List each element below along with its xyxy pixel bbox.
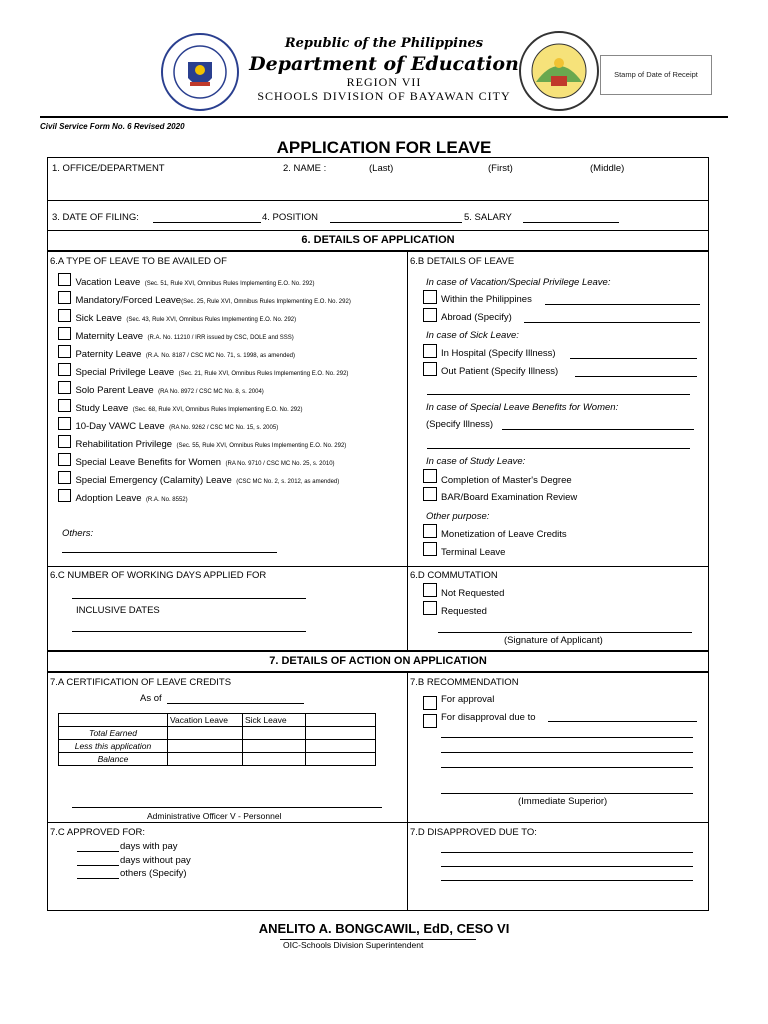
position-field[interactable]	[330, 222, 462, 223]
leave-type-item[interactable]	[58, 434, 346, 452]
leave-type-item[interactable]	[58, 416, 278, 434]
days-with-pay-label: days with pay	[120, 841, 178, 852]
disapproved-reason-field[interactable]	[441, 852, 693, 853]
leave-type-item[interactable]	[58, 326, 294, 344]
applicant-signature-label: (Signature of Applicant)	[504, 635, 603, 646]
section6a-title: 6.A TYPE OF LEAVE TO BE AVAILED OF	[50, 256, 227, 267]
admin-officer-signature-field[interactable]	[72, 807, 382, 808]
leave-type-label: Adoption Leave	[75, 493, 142, 504]
vacation-heading: In case of Vacation/Special Privilege Leave:	[426, 277, 611, 288]
admin-officer-label: Administrative Officer V - Personnel	[147, 811, 282, 821]
checkbox[interactable]	[58, 453, 71, 466]
date-of-filing-label: 3. DATE OF FILING:	[52, 212, 139, 223]
monetization-label: Monetization of Leave Credits	[441, 529, 567, 540]
leave-type-item[interactable]	[58, 488, 188, 506]
leave-type-ref: (R.A. No. 8187 / CSC MC No. 71, s. 1998, as amended)	[145, 353, 295, 359]
leave-type-ref: (R.A. No. 11210 / IRR issued by CSC, DOLE and SSS)	[147, 335, 294, 341]
leave-type-label: Solo Parent Leave	[75, 385, 154, 396]
salary-field[interactable]	[523, 222, 619, 223]
inclusive-dates-label: INCLUSIVE DATES	[76, 605, 160, 616]
as-of-field[interactable]	[167, 703, 304, 704]
leave-type-item[interactable]	[58, 362, 348, 380]
in-hospital-field[interactable]	[570, 358, 697, 359]
table-row	[59, 753, 376, 766]
checkbox[interactable]	[58, 381, 71, 394]
days-with-pay-field[interactable]	[77, 851, 119, 852]
form-title: APPLICATION FOR LEAVE	[276, 138, 492, 157]
applicant-signature-field[interactable]	[438, 632, 692, 633]
row-divider	[47, 200, 709, 201]
signatory-name: ANELITO A. BONGCAWIL, EdD, CESO VI	[258, 921, 510, 936]
row-divider	[47, 650, 709, 652]
out-patient-field[interactable]	[575, 376, 697, 377]
bar-checkbox[interactable]	[423, 487, 437, 501]
table-header-cell: Vacation Leave	[168, 714, 243, 727]
days-without-pay-label: days without pay	[120, 855, 191, 866]
disapproval-reason-field-4[interactable]	[441, 767, 693, 768]
table-row	[59, 714, 376, 727]
as-of-label: As of	[140, 693, 162, 704]
table-row	[59, 727, 376, 740]
leave-type-item[interactable]	[58, 308, 296, 326]
for-disapproval-checkbox[interactable]	[423, 714, 437, 728]
specify-illness-field[interactable]	[502, 429, 694, 430]
for-approval-checkbox[interactable]	[423, 696, 437, 710]
masters-label: Completion of Master's Degree	[441, 475, 572, 486]
form-frame	[47, 157, 709, 911]
table-cell[interactable]	[306, 727, 376, 740]
leave-type-item[interactable]	[58, 272, 314, 290]
table-row-label: Total Earned	[59, 727, 168, 740]
leave-type-ref: (RA No. 8972 / CSC MC No. 8, s. 2004)	[158, 389, 264, 395]
specify-illness-field-2[interactable]	[427, 448, 690, 449]
table-cell[interactable]	[168, 740, 243, 753]
leave-type-label: Rehabilitation Privilege	[75, 439, 173, 450]
bar-label: BAR/Board Examination Review	[441, 492, 578, 503]
section6-title: 6. DETAILS OF APPLICATION	[301, 234, 455, 246]
table-cell[interactable]	[243, 740, 306, 753]
table-header-cell: Sick Leave	[243, 714, 306, 727]
table-row-label: Balance	[59, 753, 168, 766]
leave-type-label: Sick Leave	[75, 313, 122, 324]
leave-type-ref: (Sec. 21, Rule XVI, Omnibus Rules Implementing E.O. No. 292)	[178, 371, 349, 377]
signatory-title: OIC-Schools Division Superintendent	[283, 940, 424, 950]
section7-title: 7. DETAILS OF ACTION ON APPLICATION	[269, 655, 487, 667]
leave-type-label: Paternity Leave	[75, 349, 142, 360]
in-hospital-label: In Hospital (Specify Illness)	[441, 348, 556, 359]
study-heading: In case of Study Leave:	[426, 456, 526, 467]
leave-type-label: Maternity Leave	[75, 331, 144, 342]
women-heading: In case of Special Leave Benefits for Women:	[426, 402, 619, 413]
first-name-label: (First)	[488, 163, 513, 174]
out-patient-checkbox[interactable]	[423, 362, 437, 376]
out-patient-label: Out Patient (Specify Illness)	[441, 366, 559, 377]
leave-type-ref: (Sec. 68, Rule XVI, Omnibus Rules Implementing E.O. No. 292)	[132, 407, 303, 413]
within-philippines-checkbox[interactable]	[423, 290, 437, 304]
section6d-title: 6.D COMMUTATION	[410, 570, 498, 581]
leave-type-item[interactable]	[58, 290, 351, 308]
salary-label: 5. SALARY	[464, 212, 512, 223]
leave-type-label: Special Privilege Leave	[75, 367, 175, 378]
terminal-label: Terminal Leave	[441, 547, 506, 558]
row-divider	[47, 671, 709, 673]
region-heading: REGION VII	[346, 75, 422, 89]
abroad-checkbox[interactable]	[423, 308, 437, 322]
leave-type-ref: (R.A. No. 8552)	[145, 497, 188, 503]
masters-checkbox[interactable]	[423, 469, 437, 483]
checkbox[interactable]	[58, 471, 71, 484]
requested-label: Requested	[441, 606, 487, 617]
abroad-field[interactable]	[524, 322, 700, 323]
republic-heading: Republic of the Philippines	[284, 36, 484, 51]
specify-illness-label: (Specify Illness)	[426, 419, 494, 430]
leave-type-ref: (Sec. 43, Rule XVI, Omnibus Rules Implementing E.O. No. 292)	[126, 317, 297, 323]
position-label: 4. POSITION	[262, 212, 318, 223]
form-number: Civil Service Form No. 6 Revised 2020	[40, 122, 185, 131]
leave-credits-table	[58, 713, 376, 766]
section7d-title: 7.D DISAPPROVED DUE TO:	[410, 827, 537, 838]
table-row-label: Less this application	[59, 740, 168, 753]
right-seal	[518, 30, 600, 112]
leave-type-ref: (Sec. 51, Rule XVI, Omnibus Rules Implementing E.O. No. 292)	[144, 281, 315, 287]
checkbox[interactable]	[58, 291, 71, 304]
middle-name-label: (Middle)	[590, 163, 625, 174]
other-purpose-heading: Other purpose:	[426, 511, 490, 522]
column-divider	[407, 252, 408, 650]
others-specify-field[interactable]	[77, 878, 119, 879]
checkbox[interactable]	[58, 435, 71, 448]
others-label: Others:	[62, 528, 94, 539]
row-divider	[47, 230, 709, 231]
table-header-cell	[306, 714, 376, 727]
immediate-superior-label: (Immediate Superior)	[518, 796, 608, 807]
leave-type-item[interactable]	[58, 452, 335, 470]
within-philippines-label: Within the Philippines	[441, 294, 532, 305]
leave-type-item[interactable]	[58, 344, 295, 362]
table-cell[interactable]	[306, 753, 376, 766]
not-requested-label: Not Requested	[441, 588, 505, 599]
column-divider	[407, 673, 408, 911]
row-divider	[47, 250, 709, 252]
others-field[interactable]	[62, 552, 277, 553]
checkbox[interactable]	[58, 273, 71, 286]
out-patient-field-2[interactable]	[427, 394, 690, 395]
leave-type-label: Study Leave	[75, 403, 129, 414]
leave-type-ref: (RA No. 9710 / CSC MC No. 25, s. 2010)	[225, 461, 335, 467]
section6b-title: 6.B DETAILS OF LEAVE	[410, 256, 515, 267]
department-heading: Department of Education	[249, 53, 519, 75]
leave-type-ref: (Sec. 55, Rule XVI, Omnibus Rules Implementing E.O. No. 292)	[176, 443, 347, 449]
table-cell[interactable]	[243, 727, 306, 740]
table-row	[59, 740, 376, 753]
leave-type-label: Special Leave Benefits for Women	[75, 457, 222, 468]
checkbox[interactable]	[58, 363, 71, 376]
others-specify-label: others (Specify)	[120, 868, 187, 879]
table-cell[interactable]	[306, 740, 376, 753]
leave-type-item[interactable]	[58, 470, 339, 488]
within-philippines-field[interactable]	[545, 304, 700, 305]
leave-type-label: Special Emergency (Calamity) Leave	[75, 475, 232, 486]
checkbox[interactable]	[58, 399, 71, 412]
days-without-pay-field[interactable]	[77, 865, 119, 866]
checkbox[interactable]	[58, 345, 71, 358]
checkbox[interactable]	[58, 327, 71, 340]
disapproval-reason-field[interactable]	[548, 721, 697, 722]
table-cell[interactable]	[168, 727, 243, 740]
disapproved-reason-field-2[interactable]	[441, 866, 693, 867]
superior-signature-field[interactable]	[441, 793, 693, 794]
date-of-filing-field[interactable]	[153, 222, 261, 223]
requested-checkbox[interactable]	[423, 601, 437, 615]
leave-type-ref: (Sec. 25, Rule XVI, Omnibus Rules Implementing E.O. No. 292)	[181, 299, 351, 305]
working-days-field[interactable]	[72, 598, 306, 599]
in-hospital-checkbox[interactable]	[423, 344, 437, 358]
leave-type-item[interactable]	[58, 380, 264, 398]
leave-type-ref: (CSC MC No. 2, s. 2012, as amended)	[236, 479, 340, 485]
checkbox[interactable]	[58, 489, 71, 502]
last-name-label: (Last)	[369, 163, 394, 174]
table-cell[interactable]	[168, 753, 243, 766]
table-cell[interactable]	[243, 753, 306, 766]
header-rule	[40, 116, 728, 118]
section7b-title: 7.B RECOMMENDATION	[410, 677, 519, 688]
disapproval-reason-field-3[interactable]	[441, 752, 693, 753]
section6c-title: 6.C NUMBER OF WORKING DAYS APPLIED FOR	[50, 570, 267, 581]
leave-type-label: 10-Day VAWC Leave	[75, 421, 165, 432]
leave-type-label: Vacation Leave	[75, 277, 141, 288]
abroad-label: Abroad (Specify)	[441, 312, 512, 323]
row-divider	[47, 822, 709, 823]
leave-type-item[interactable]	[58, 398, 302, 416]
terminal-checkbox[interactable]	[423, 542, 437, 556]
section7a-title: 7.A CERTIFICATION OF LEAVE CREDITS	[50, 677, 232, 688]
for-approval-label: For approval	[441, 694, 495, 705]
sick-heading: In case of Sick Leave:	[426, 330, 519, 341]
checkbox[interactable]	[58, 417, 71, 430]
office-department-label: 1. OFFICE/DEPARTMENT	[52, 163, 165, 174]
disapproval-reason-field-2[interactable]	[441, 737, 693, 738]
division-heading: SCHOOLS DIVISION OF BAYAWAN CITY	[257, 89, 511, 103]
disapproved-reason-field-3[interactable]	[441, 880, 693, 881]
checkbox[interactable]	[58, 309, 71, 322]
stamp-of-receipt-box: Stamp of Date of Receipt	[600, 55, 712, 95]
for-disapproval-label: For disapproval due to	[441, 712, 536, 723]
section7c-title: 7.C APPROVED FOR:	[50, 827, 146, 838]
name-label: 2. NAME :	[283, 163, 327, 174]
table-header-cell	[59, 714, 168, 727]
leave-type-label: Mandatory/Forced Leave	[75, 295, 182, 306]
monetization-checkbox[interactable]	[423, 524, 437, 538]
row-divider	[47, 566, 709, 567]
inclusive-dates-field[interactable]	[72, 631, 306, 632]
not-requested-checkbox[interactable]	[423, 583, 437, 597]
leave-type-ref: (RA No. 9262 / CSC MC No. 15, s. 2005)	[169, 425, 279, 431]
